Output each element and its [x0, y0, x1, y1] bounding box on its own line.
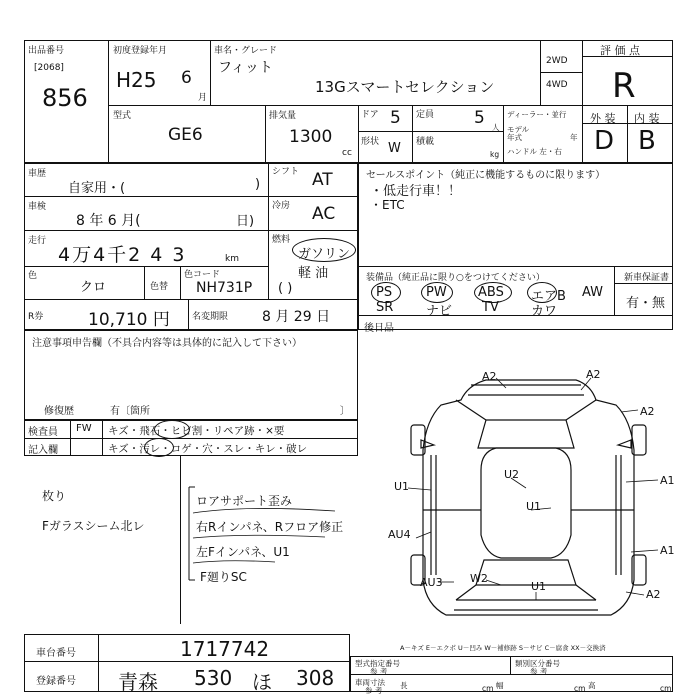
recycle-label: R券	[28, 312, 44, 322]
handle-label: ハンドル 左・右	[507, 147, 562, 156]
first-reg-month: 6	[181, 68, 192, 88]
doors-label: ドア	[361, 110, 379, 120]
note-bracket	[185, 485, 345, 585]
inspection-day: 日)	[236, 214, 255, 229]
month-suffix: 月	[198, 93, 208, 103]
capacity-label: 定員	[416, 110, 435, 120]
repair-label: 修復歴	[44, 406, 74, 417]
shift-label: シフト	[272, 167, 300, 177]
divider	[358, 266, 673, 267]
warranty-label: 新車保証書	[624, 273, 670, 283]
divider	[24, 196, 358, 197]
color-code: NH731P	[196, 280, 253, 296]
circle-stain	[144, 438, 174, 457]
fuel-light: 軽 油	[298, 266, 329, 281]
damage-label: U1	[531, 580, 547, 593]
divider	[582, 40, 583, 163]
divider	[210, 40, 211, 105]
divider	[24, 299, 358, 300]
divider	[614, 283, 673, 284]
cc-label: cc	[342, 148, 352, 158]
divider	[614, 266, 615, 315]
displacement: 1300	[289, 127, 333, 147]
damage-label: A1	[660, 544, 675, 557]
lot-sub: [2068]	[34, 63, 64, 73]
damage-label: U1	[394, 480, 410, 493]
chassis: 1717742	[180, 637, 270, 661]
car-name: フィット	[218, 60, 273, 76]
damage-label: A2	[646, 588, 661, 601]
seat-label: 後日品	[364, 323, 394, 334]
damage-label: U1	[526, 500, 542, 513]
fuel-gas-circle	[292, 238, 356, 262]
damage-label: W2	[470, 572, 488, 585]
drive-4wd: 4WD	[546, 80, 568, 90]
divider	[98, 634, 99, 692]
transfer-label: 名変期限	[192, 312, 229, 322]
dims-reference-label: 参 考	[365, 686, 383, 695]
equip-airbag: エアB	[531, 289, 566, 304]
category-reference-label: 参 考	[530, 667, 548, 676]
car-damage-diagram	[376, 360, 676, 630]
sales-point-2: ・ETC	[370, 198, 405, 212]
damage-label: A2	[482, 370, 497, 383]
notes-label: 注意事項申告欄（不具合内容等は具体的に記入して下さい）	[32, 338, 302, 349]
grade: 13Gスマートセレクション	[315, 78, 495, 96]
dims-label: 車両寸法	[355, 678, 385, 687]
ac-label: 冷房	[272, 201, 291, 211]
interior-grade: B	[638, 126, 656, 156]
model: GE6	[168, 125, 203, 145]
divider	[268, 163, 269, 299]
type-reference-label: 参 考	[370, 667, 388, 676]
reg-number: 308	[296, 666, 335, 690]
sales-label: セールスポイント（純正に機能するものに限ります）	[366, 170, 606, 181]
handwritten-note-3: ロアサポート歪み	[196, 494, 293, 508]
load-label: 積載	[416, 137, 435, 147]
fuel-label: 燃料	[272, 235, 291, 245]
check-row-2: キズ・汚レ・コゲ・穴・スレ・キレ・破レ	[108, 443, 308, 455]
height-label: 高	[588, 681, 596, 690]
drive-2wd: 2WD	[546, 56, 568, 66]
chassis-label: 車台番号	[36, 648, 76, 659]
recycle: 10,710 円	[88, 310, 170, 330]
history-label: 車歴	[28, 169, 47, 179]
damage-label: U2	[504, 468, 520, 481]
shift: AT	[312, 170, 333, 190]
damage-label: AU3	[420, 576, 443, 589]
damage-label: A2	[586, 368, 601, 381]
handwritten-note-4: 右Rインパネ、Rフロア修正	[196, 520, 344, 534]
doors: 5	[390, 108, 401, 128]
color-label: 色	[28, 271, 38, 281]
divider	[510, 656, 511, 674]
type-designation-label: 型式指定番号	[355, 659, 400, 668]
inspection-label: 車検	[28, 202, 47, 212]
lot-number: 856	[42, 84, 88, 112]
divider	[358, 105, 359, 163]
divider	[24, 661, 350, 662]
warranty: 有・無	[626, 296, 666, 311]
person-suffix: 人	[492, 123, 500, 132]
car-name-label: 車名・グレード	[214, 46, 278, 56]
transfer: 8 月 29 日	[262, 309, 331, 325]
divider	[627, 105, 628, 163]
circle-ps	[371, 282, 401, 303]
mileage: 4万4千2 4 3	[58, 244, 187, 266]
damage-label: AU4	[388, 528, 411, 541]
fuel-gas: ガソリン	[298, 247, 351, 262]
handwritten-note-6: F廻りSC	[200, 570, 247, 584]
divider	[188, 299, 189, 330]
shape: W	[388, 141, 401, 156]
handwritten-note-5: 左Fインパネ、U1	[196, 545, 290, 559]
length-unit: cm	[482, 684, 494, 693]
reg-label: 登録番号	[36, 676, 76, 687]
damage-label: A1	[660, 474, 675, 487]
equip-tv: TV	[482, 300, 499, 315]
exterior-grade: D	[594, 126, 615, 156]
circle-airbag	[527, 282, 557, 303]
fw-label: FW	[76, 423, 92, 434]
repair-value: 有〔箇所	[110, 406, 150, 417]
model-label: 型式	[113, 111, 132, 121]
score: R	[612, 66, 636, 106]
handwritten-note-2: Fガラスシーム北レ	[42, 519, 145, 533]
damage-label: A2	[640, 405, 655, 418]
first-reg-label: 初度登録年月	[113, 46, 168, 56]
circle-abs	[474, 282, 512, 303]
equip-sr: SR	[376, 300, 394, 315]
category-label: 類別区分番号	[515, 659, 560, 668]
divider	[108, 40, 109, 163]
interior-label: 内 装	[634, 112, 660, 125]
mileage-label: 走行	[28, 236, 47, 246]
year-suffix: 年	[570, 133, 578, 142]
width-unit: cm	[574, 684, 586, 693]
top-section	[24, 40, 673, 163]
reg-kana: ほ	[252, 670, 272, 694]
model-year-label: モデル 年式	[507, 125, 530, 142]
equip-ps: PS	[376, 285, 393, 300]
divider	[503, 105, 504, 163]
divider	[24, 230, 358, 231]
divider	[350, 674, 673, 675]
circle-pw	[421, 282, 453, 303]
divider	[180, 266, 181, 299]
height-unit: cm	[660, 684, 672, 693]
divider	[265, 105, 266, 163]
divider	[108, 105, 582, 106]
repair-close: 〕	[340, 406, 350, 417]
score-label: 評 価 点	[600, 44, 640, 57]
damage-legend: A－キズ E－エクボ U－凹み W－補修跡 S－サビ C－腐食 XX－交換済	[400, 644, 606, 652]
divider	[540, 72, 582, 73]
exterior-label: 外 装	[590, 112, 616, 125]
reg-area: 青森	[118, 670, 158, 694]
divider	[180, 456, 181, 624]
equip-navi: ナビ	[426, 304, 453, 319]
displacement-label: 排気量	[269, 111, 297, 121]
equip-abs: ABS	[478, 285, 504, 300]
fuel-paren: ( )	[278, 281, 293, 296]
km-label: km	[225, 254, 239, 264]
dealer-label: ディーラー・並行	[507, 110, 567, 119]
kg-label: kg	[490, 150, 500, 159]
divider	[24, 438, 358, 439]
ac: AC	[312, 204, 336, 224]
writer-label: 記入欄	[28, 445, 58, 456]
divider	[358, 315, 673, 316]
first-reg-year: H25	[116, 68, 157, 92]
color-change-label: 色替	[150, 282, 169, 292]
history-close: )	[255, 177, 261, 192]
divider	[412, 105, 413, 163]
lot-label: 出品番号	[28, 46, 65, 56]
equip-pw: PW	[426, 285, 447, 300]
shape-label: 形状	[361, 137, 380, 147]
color: クロ	[80, 280, 107, 295]
inspection-value: 8 年 6 月(	[76, 213, 141, 229]
handwritten-note-1: 枚り	[42, 489, 67, 503]
divider	[358, 131, 503, 132]
equip-label: 装備品（純正品に限り○をつけてください）	[366, 273, 545, 283]
equip-leather: カワ	[531, 304, 558, 319]
divider	[144, 266, 145, 299]
reg-class: 530	[194, 666, 233, 690]
capacity: 5	[474, 108, 485, 128]
length-label: 長	[400, 681, 408, 690]
inspector-label: 検査員	[28, 427, 58, 438]
circle-stone	[154, 420, 190, 439]
width-label: 幅	[496, 681, 504, 690]
check-row-1: キズ・飛石・ヒビ割・リペア跡・×要	[108, 425, 285, 437]
sales-point-1: ・低走行車！！	[370, 184, 462, 199]
color-code-label: 色コード	[184, 270, 221, 280]
equip-aw: AW	[582, 285, 604, 300]
history-value: 自家用・(	[68, 181, 126, 196]
